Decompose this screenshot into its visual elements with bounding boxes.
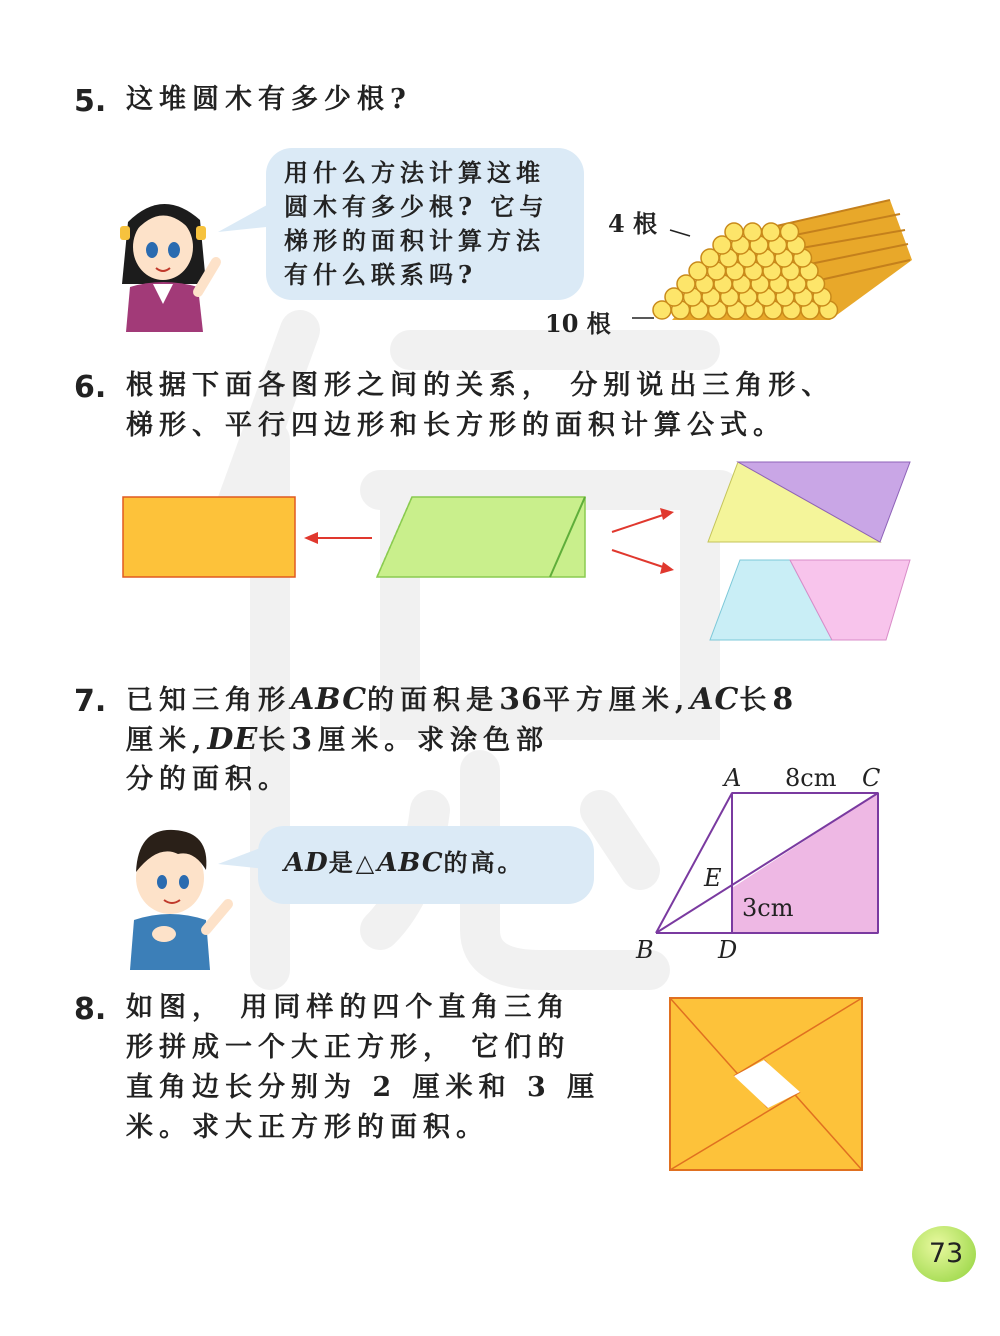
question-6-line-1: 根据下面各图形之间的关系， 分别说出三角形、 [126, 370, 835, 401]
label-A: A [724, 764, 742, 792]
girl-character [108, 192, 228, 332]
log-end [781, 223, 799, 241]
label-4-logs: 4 根 [608, 209, 658, 238]
log-end [725, 223, 743, 241]
label-B: B [636, 936, 654, 964]
bubble-line-3: 梯形的面积计算方法 [284, 226, 545, 255]
bubble-line-2: 圆木有多少根? 它与 [284, 192, 549, 221]
arrow-to-triangles [612, 514, 666, 532]
label-10-logs: 10 根 [545, 309, 611, 338]
shapes-relationship-diagram [110, 450, 930, 650]
triangle-abc-diagram [630, 760, 900, 970]
question-8-line-1: 如图， 用同样的四个直角三角 [126, 992, 571, 1023]
question-8-line-3: 直角边长分别为 2 厘米和 3 厘 [126, 1072, 601, 1103]
arrow-to-trapezoids [612, 550, 666, 568]
question-7-number: 7. [74, 684, 107, 719]
parallelogram-shape [377, 497, 585, 577]
label-C: C [862, 764, 881, 792]
log-end [744, 223, 762, 241]
q7-speech-bubble [258, 826, 594, 904]
question-5-text: 这堆圆木有多少根? [126, 84, 412, 115]
question-8-number: 8. [74, 992, 107, 1027]
question-8-line-4: 米。求大正方形的面积。 [126, 1112, 489, 1143]
question-7-line-1: 已知三角形ABC的面积是36平方厘米,AC长8 [126, 682, 800, 717]
label-AC-length: 8cm [785, 764, 837, 792]
question-6-line-2: 梯形、平行四边形和长方形的面积计算公式。 [126, 410, 786, 441]
log-pile [600, 180, 920, 340]
bubble-line-1: 用什么方法计算这堆 [284, 158, 545, 187]
q5-speech-bubble [266, 148, 584, 300]
label-D: D [718, 936, 738, 964]
question-6-number: 6. [74, 370, 107, 405]
label-E: E [704, 864, 722, 892]
log-end [762, 223, 780, 241]
rectangle-shape [123, 497, 295, 577]
q7-bubble-text: AD是△ABC的高。 [284, 848, 525, 878]
question-7-line-3: 分的面积。 [126, 764, 291, 795]
pinwheel-square-diagram [668, 996, 864, 1172]
question-5-number: 5. [74, 84, 107, 119]
question-8-line-2: 形拼成一个大正方形， 它们的 [126, 1032, 571, 1063]
question-7-line-2: 厘米,DE长3厘米。求涂色部 [126, 722, 550, 757]
page-number: 73 [928, 1238, 964, 1269]
bubble-line-4: 有什么联系吗? [284, 260, 478, 289]
label-DE-length: 3cm [742, 894, 794, 922]
